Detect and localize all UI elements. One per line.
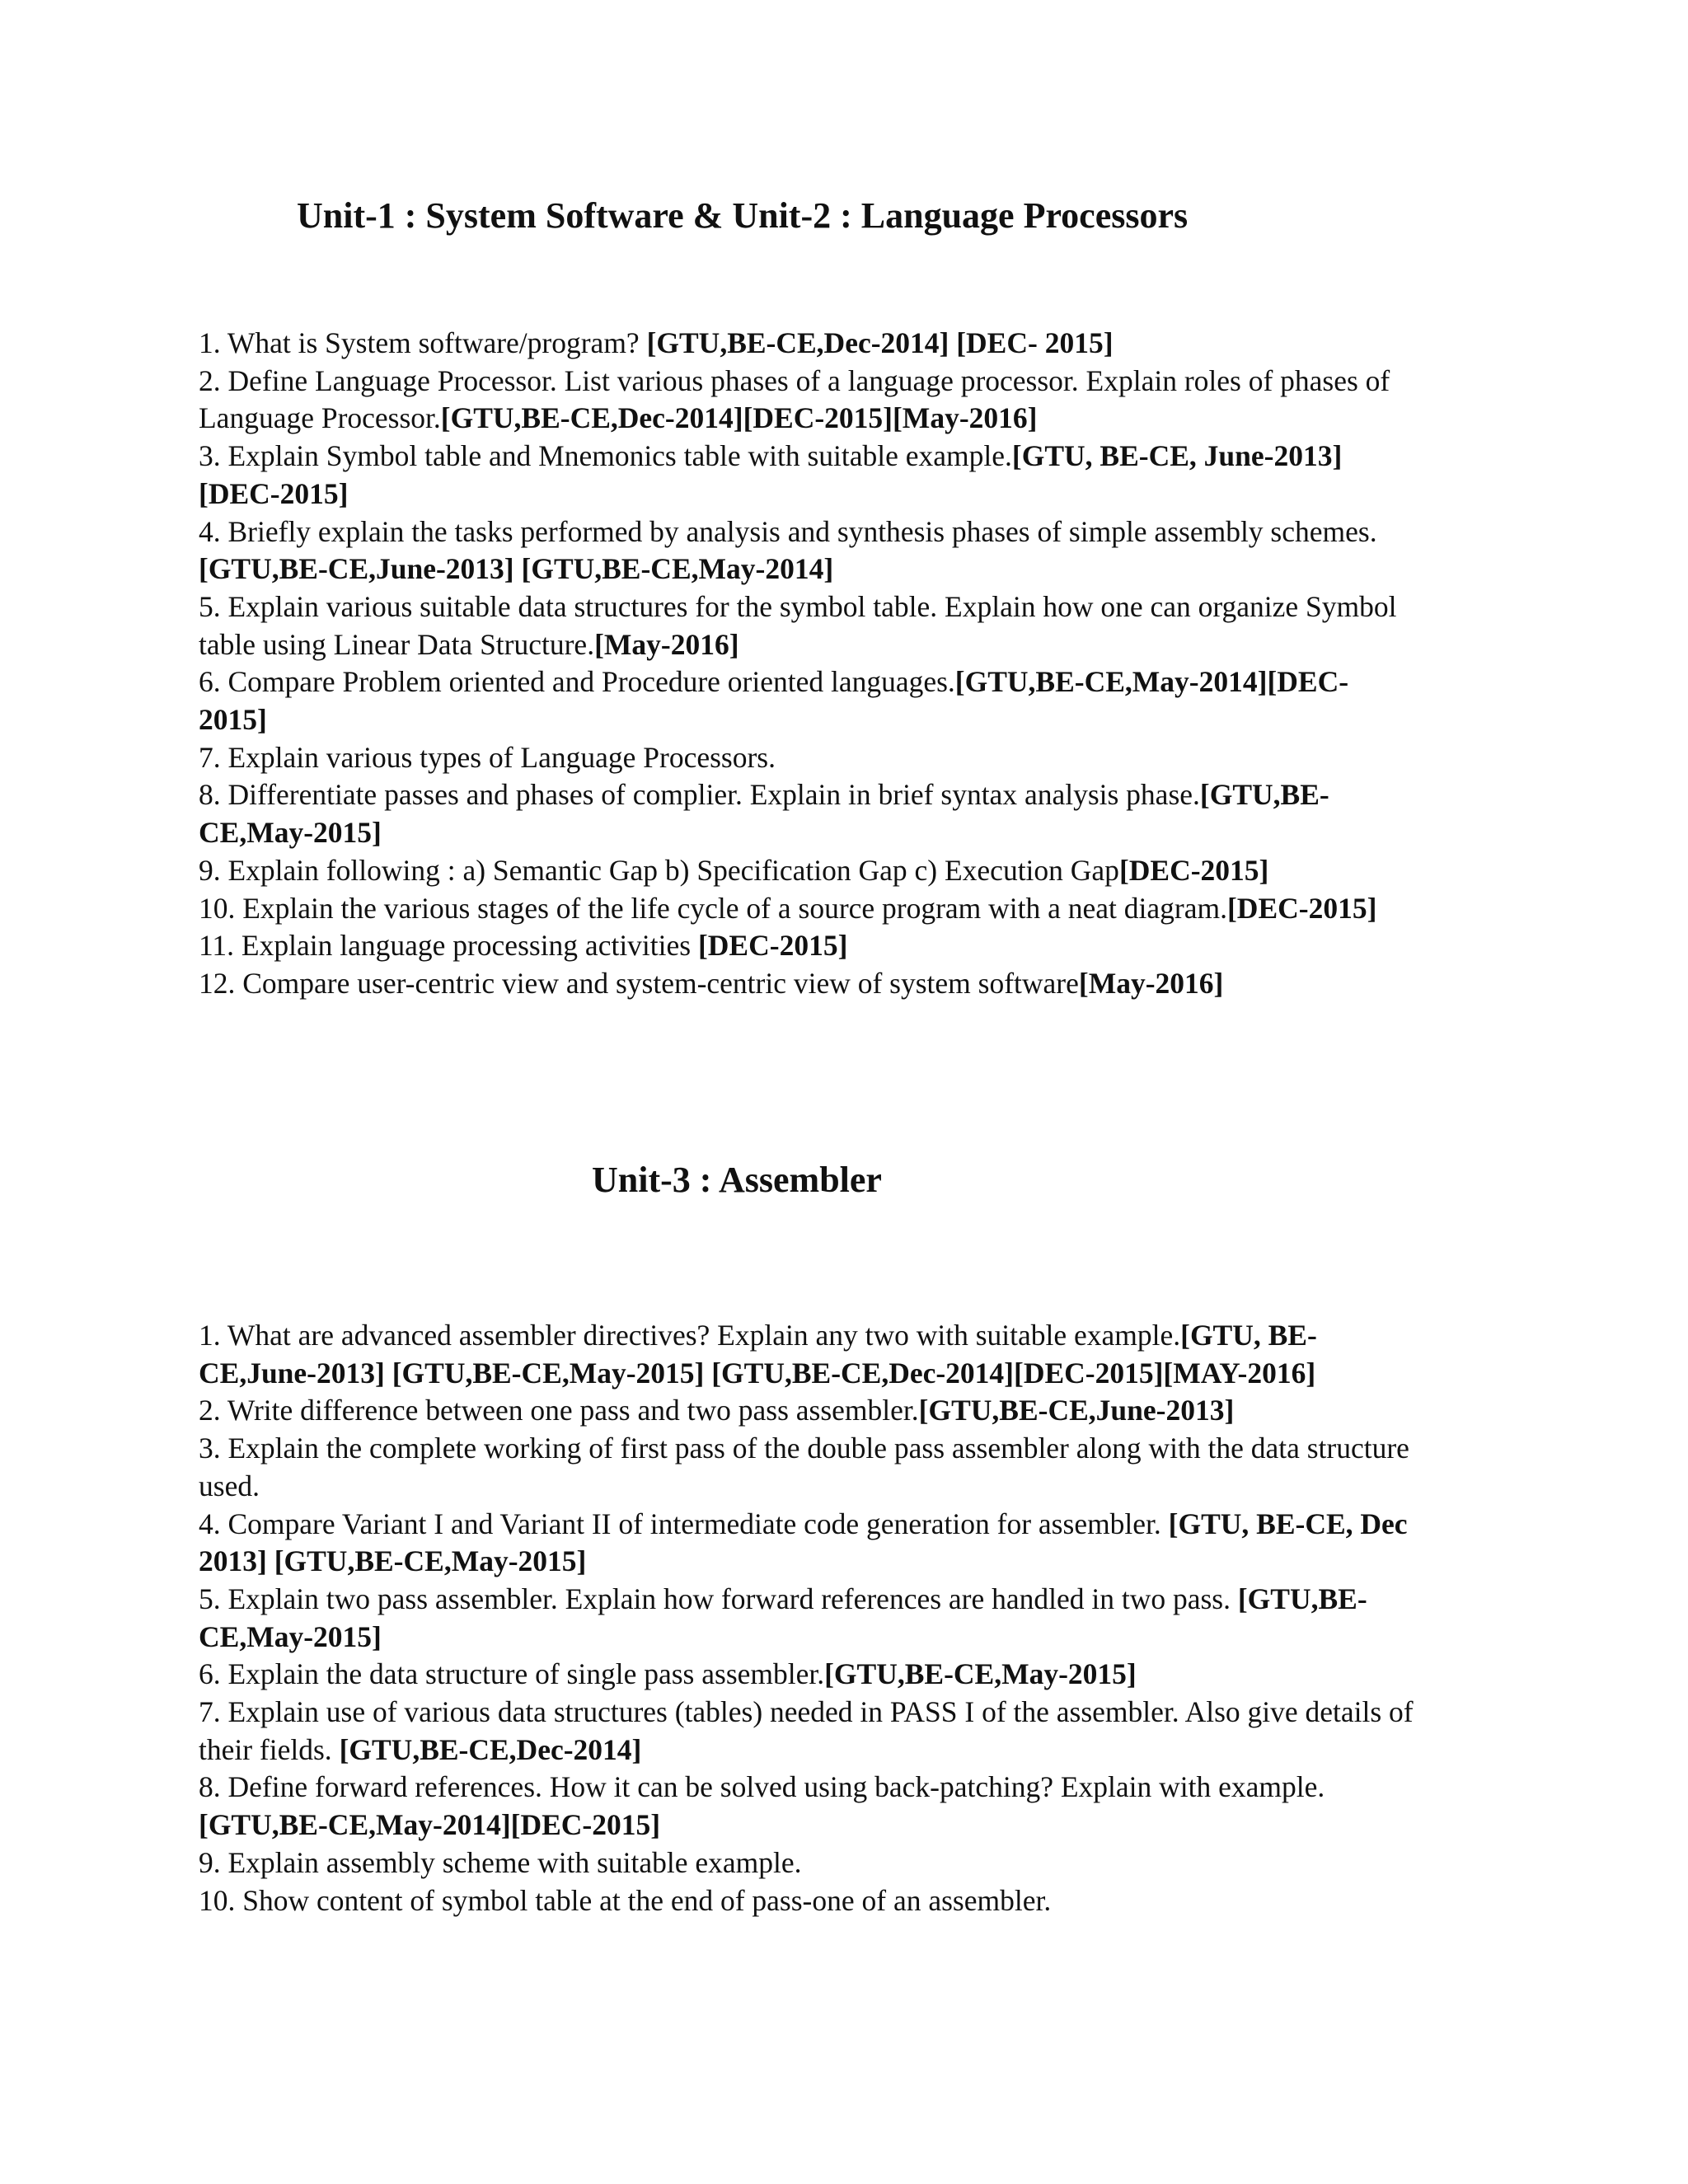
exam-reference: [DEC-2015] bbox=[1226, 891, 1377, 925]
question-item bbox=[199, 588, 1418, 663]
question-item bbox=[199, 1430, 1418, 1505]
exam-reference: [GTU,BE-CE,June-2013] bbox=[918, 1394, 1235, 1427]
unit-1-2-question-list bbox=[199, 325, 1418, 1003]
question-item bbox=[199, 513, 1418, 588]
question-text: 3. Explain the complete working of first pass of the double pass assembler along with the data structure used. bbox=[199, 1432, 1409, 1502]
exam-reference: [GTU, BE-CE,June-2013] [GTU,BE-CE,May-2015] [GTU,BE-CE,Dec-2014][DEC-2015][MAY-2016] bbox=[199, 1319, 1317, 1390]
exam-reference: [GTU,BE-CE,Dec-2014] [DEC- 2015] bbox=[646, 326, 1114, 359]
question-item bbox=[199, 1317, 1418, 1392]
unit-3-heading: Unit-3 : Assembler bbox=[592, 1160, 882, 1200]
question-text: 10. Explain the various stages of the life cycle of a source program with a neat diagram. bbox=[199, 891, 1227, 925]
question-text: 9. Explain assembly scheme with suitable example. bbox=[199, 1845, 802, 1879]
question-item bbox=[199, 363, 1418, 438]
question-item bbox=[199, 739, 1418, 777]
question-text: 10. Show content of symbol table at the end of pass-one of an assembler. bbox=[199, 1883, 1052, 1917]
exam-reference: [GTU,BE-CE,May-2014][DEC-2015] bbox=[199, 1808, 661, 1842]
exam-reference: [GTU,BE-CE,May-2015] bbox=[199, 778, 1329, 850]
exam-reference: [GTU,BE-CE,May-2014][DEC- 2015] bbox=[199, 665, 1349, 737]
question-text: 2. Write difference between one pass and two pass assembler. bbox=[199, 1394, 919, 1427]
exam-reference: [DEC-2015] bbox=[697, 929, 848, 963]
exam-reference: [DEC-2015] bbox=[1118, 853, 1269, 887]
question-text: 8. Define forward references. How it can be solved using back-patching? Explain with example. bbox=[199, 1770, 1325, 1804]
question-item bbox=[199, 1506, 1418, 1581]
question-item bbox=[199, 1694, 1418, 1769]
question-item bbox=[199, 965, 1418, 1003]
question-text: 7. Explain various types of Language Processors. bbox=[199, 740, 776, 774]
exam-reference: [GTU, BE-CE, June-2013][DEC-2015] bbox=[199, 439, 1343, 510]
exam-reference: [GTU,BE-CE,June-2013] [GTU,BE-CE,May-2014] bbox=[199, 552, 834, 586]
question-item bbox=[199, 1656, 1418, 1694]
question-item bbox=[199, 663, 1418, 738]
question-text: 12. Compare user-centric view and system-centric view of system software bbox=[199, 966, 1079, 1000]
question-text: 5. Explain two pass assembler. Explain how forward references are handled in two pass. bbox=[199, 1582, 1238, 1615]
question-text: 5. Explain various suitable data structures for the symbol table. Explain how one can organize Symbol table using Linear Data Structure. bbox=[199, 589, 1397, 661]
exam-reference: [GTU,BE-CE,Dec-2014][DEC-2015][May-2016] bbox=[440, 401, 1038, 435]
question-item bbox=[199, 1392, 1418, 1430]
question-text: 1. What is System software/program? bbox=[199, 326, 647, 359]
question-item bbox=[199, 890, 1418, 928]
question-text: 9. Explain following : a) Semantic Gap b) Specification Gap c) Execution Gap bbox=[199, 853, 1119, 887]
question-item bbox=[199, 852, 1418, 890]
question-item bbox=[199, 927, 1418, 965]
exam-reference: [GTU,BE-CE,Dec-2014] bbox=[339, 1732, 642, 1766]
question-text: 1. What are advanced assembler directives? Explain any two with suitable example. bbox=[199, 1319, 1181, 1352]
question-text: 4. Briefly explain the tasks performed by analysis and synthesis phases of simple assembly schemes. bbox=[199, 514, 1377, 548]
question-text: 11. Explain language processing activities bbox=[199, 929, 698, 963]
exam-reference: [May-2016] bbox=[1078, 966, 1224, 1000]
question-item bbox=[199, 1769, 1418, 1844]
question-item bbox=[199, 1581, 1418, 1656]
question-text: 3. Explain Symbol table and Mnemonics table with suitable example. bbox=[199, 439, 1012, 473]
exam-reference: [GTU,BE-CE,May-2015] bbox=[824, 1657, 1137, 1691]
exam-reference: [GTU, BE-CE, Dec 2013] [GTU,BE-CE,May-2015] bbox=[199, 1507, 1408, 1578]
question-text: 2. Define Language Processor. List various phases of a language processor. Explain roles of phases of Language Processor. bbox=[199, 363, 1390, 435]
question-item bbox=[199, 776, 1418, 851]
question-text: 7. Explain use of various data structures (tables) needed in PASS I of the assembler. Also give details of their fields. bbox=[199, 1695, 1414, 1766]
exam-reference: [GTU,BE-CE,May-2015] bbox=[199, 1582, 1367, 1653]
question-text: 6. Explain the data structure of single pass assembler. bbox=[199, 1657, 825, 1691]
exam-reference: [May-2016] bbox=[594, 627, 739, 661]
question-item bbox=[199, 438, 1418, 513]
unit-1-2-heading: Unit-1 : System Software & Unit-2 : Language Processors bbox=[297, 195, 1189, 236]
question-item bbox=[199, 325, 1418, 363]
question-item bbox=[199, 1882, 1418, 1920]
unit-3-question-list bbox=[199, 1317, 1418, 1919]
question-item bbox=[199, 1844, 1418, 1882]
question-text: 4. Compare Variant I and Variant II of intermediate code generation for assembler. bbox=[199, 1507, 1169, 1540]
question-text: 6. Compare Problem oriented and Procedure oriented languages. bbox=[199, 665, 955, 699]
question-text: 8. Differentiate passes and phases of complier. Explain in brief syntax analysis phase. bbox=[199, 778, 1200, 812]
